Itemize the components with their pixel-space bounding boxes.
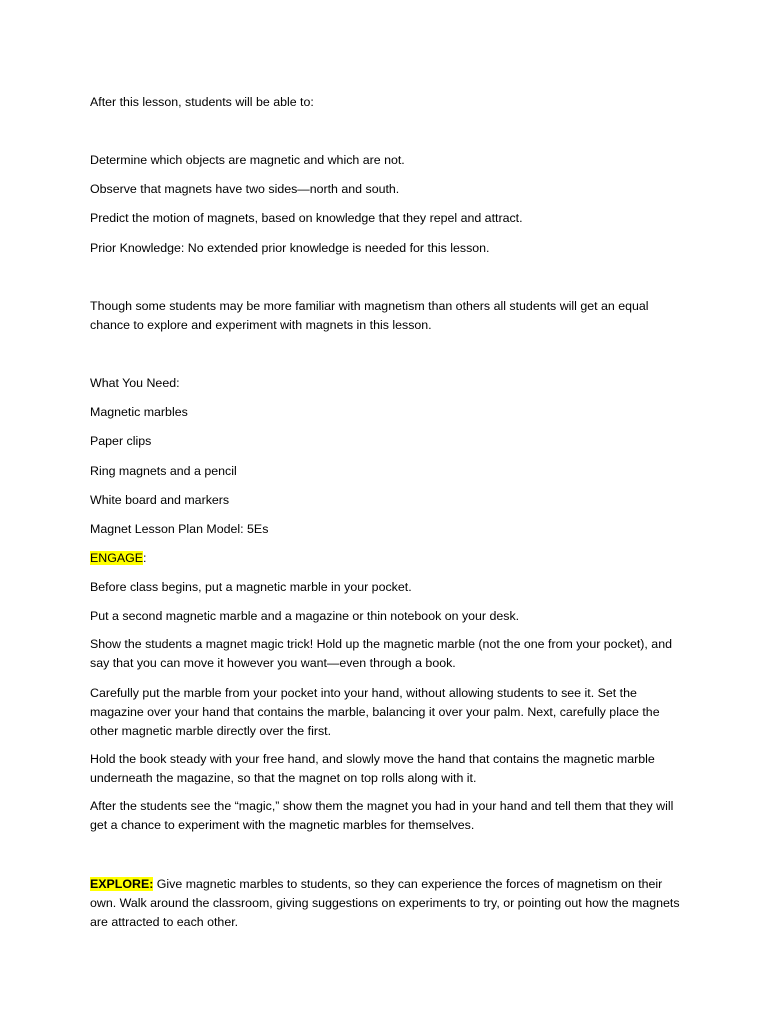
explore-paragraph — [90, 875, 682, 932]
document-page — [90, 0, 690, 1024]
engage-heading — [90, 549, 146, 568]
objectives-intro: After this lesson, students will be able to: — [90, 95, 314, 109]
needs-heading: What You Need: — [90, 376, 180, 390]
lesson-model: Magnet Lesson Plan Model: 5Es — [90, 522, 269, 536]
needs-item: Paper clips — [90, 434, 152, 448]
engage-step: Carefully put the marble from your pocket into your hand, without allowing students to see it. Set the magazine over your hand that contains the marble, balancing it over your palm. Next, carefully place the other magnetic marble directly over the first. — [90, 686, 660, 738]
engage-step: After the students see the “magic,” show them the magnet you had in your hand and tell them that they will get a chance to experiment with the magnetic marbles for themselves. — [90, 799, 674, 832]
objective-item: Observe that magnets have two sides—north and south. — [90, 182, 400, 196]
prior-knowledge-note: Though some students may be more familiar with magnetism than others all students will get an equal chance to explore and experiment with magnets in this lesson. — [90, 299, 649, 332]
objective-item: Predict the motion of magnets, based on knowledge that they repel and attract. — [90, 211, 523, 225]
engage-step: Put a second magnetic marble and a magazine or thin notebook on your desk. — [90, 609, 520, 623]
engage-step: Show the students a magnet magic trick! Hold up the magnetic marble (not the one from your pocket), and say that you can move it however you want—even through a book. — [90, 637, 672, 670]
objective-item: Determine which objects are magnetic and which are not. — [90, 153, 405, 167]
needs-item: Magnetic marbles — [90, 405, 188, 419]
engage-suffix: : — [143, 551, 147, 565]
engage-step: Before class begins, put a magnetic marble in your pocket. — [90, 580, 412, 594]
explore-text: Give magnetic marbles to students, so they can experience the forces of magnetism on their own. Walk around the classroom, giving suggestions on experiments to try, or pointing out how the magnets are attracted to each other. — [90, 877, 680, 929]
engage-label: ENGAGE — [90, 551, 144, 565]
engage-step: Hold the book steady with your free hand, and slowly move the hand that contains the magnetic marble underneath the magazine, so that the magnet on top rolls along with it. — [90, 752, 655, 785]
prior-knowledge: Prior Knowledge: No extended prior knowledge is needed for this lesson. — [90, 241, 490, 255]
explore-label: EXPLORE: — [90, 877, 154, 891]
needs-item: White board and markers — [90, 493, 230, 507]
needs-item: Ring magnets and a pencil — [90, 464, 237, 478]
